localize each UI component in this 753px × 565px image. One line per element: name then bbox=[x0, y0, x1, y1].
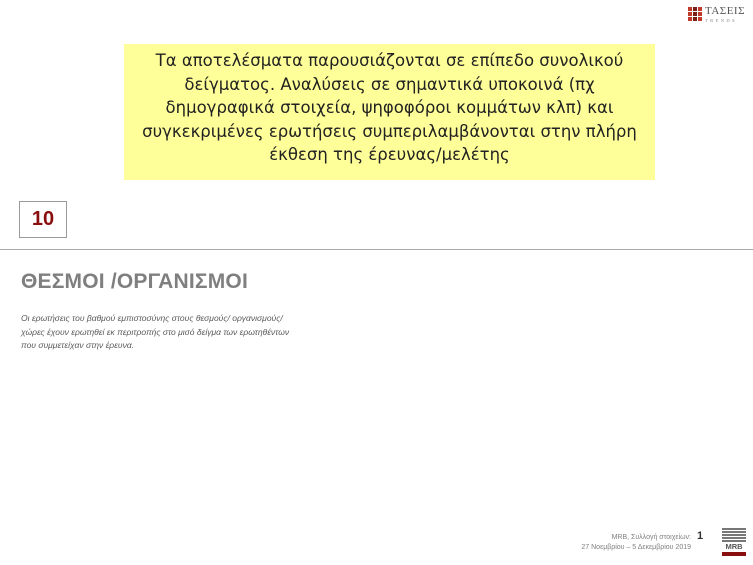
section-title: ΘΕΣΜΟΙ /ΟΡΓΑΝΙΣΜΟΙ bbox=[21, 270, 248, 293]
mrb-logo-stripe bbox=[722, 552, 746, 556]
footer-source-line2: 27 Νοεμβρίου – 5 Δεκεμβρίου 2019 bbox=[581, 544, 691, 551]
section-description: Οι ερωτήσεις του βαθμού εμπιστοσύνης στους θεσμούς/ οργανισμούς/ χώρες έχουν ερωτηθεί εκ περιτροπής στο μισό δείγμα των ερωτηθέντων που συμμετείχαν στην έρευνα. bbox=[21, 313, 290, 350]
tasis-trends-logo bbox=[688, 6, 745, 24]
logo-wordmark bbox=[705, 6, 745, 24]
logo-brand-name: ΤΑΣΕΙΣ bbox=[705, 5, 745, 17]
disclaimer-note: Τα αποτελέσματα παρουσιάζονται σε επίπεδο συνολικού δείγματος. Αναλύσεις σε σημαντικά υποκοινά (πχ δημογραφικά στοιχεία, ψηφοφόροι κομμάτων κλπ) και συγκεκριμένες ερωτήσεις συμπεριλαμβάνονται στην πλήρη έκθεση της έρευνας/μελέτης bbox=[124, 44, 655, 180]
logo-brand-tagline: TRENDS bbox=[705, 18, 737, 23]
section-number: 10 bbox=[19, 201, 67, 238]
page-number: 1 bbox=[696, 530, 704, 542]
footer-source-line1: MRB, Συλλογή στοιχείων: bbox=[611, 534, 691, 541]
footer-source bbox=[581, 533, 691, 553]
mrb-logo-icon bbox=[722, 528, 746, 558]
divider bbox=[0, 249, 753, 250]
logo-grid-icon bbox=[688, 7, 702, 21]
mrb-logo-text: MRB bbox=[725, 542, 743, 551]
mrb-logo-bars bbox=[722, 528, 746, 542]
